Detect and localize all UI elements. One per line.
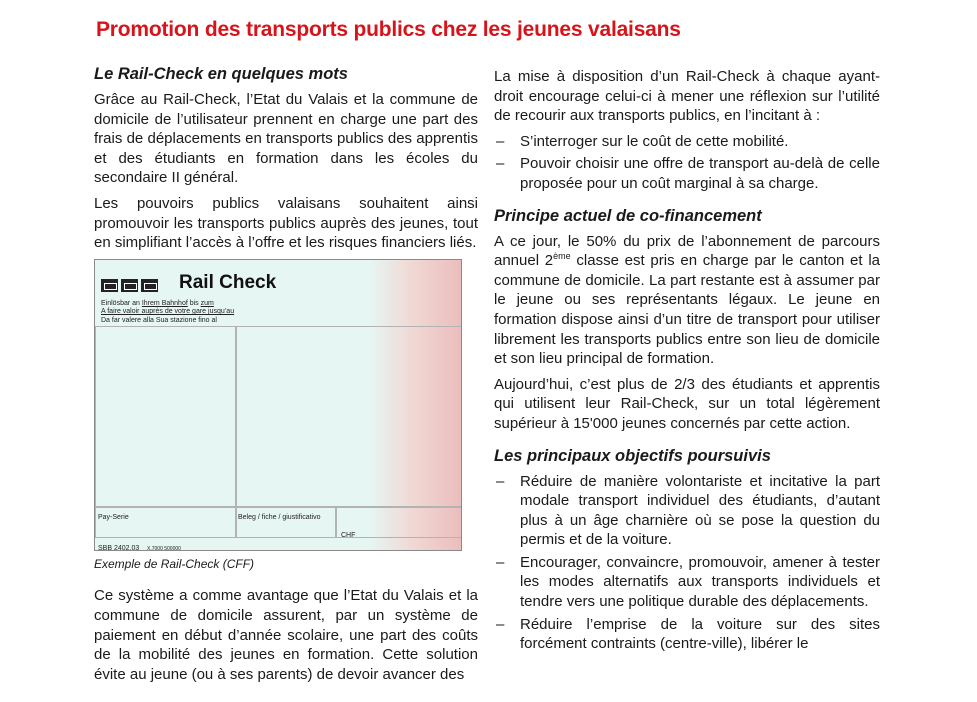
list-item: – Pouvoir choisir une offre de transport au-delà de celle proposée pour un coût marginal à sa charge. (494, 154, 880, 193)
paragraph (494, 232, 880, 369)
ticket-text: auprès de votre gare jusqu’au (141, 308, 235, 316)
ticket-field-left (95, 326, 237, 508)
paragraph: Aujourd’hui, c’est plus de 2/3 des étudiants et apprentis qui utilisent leur Rail-Check, sur un total légèrement supérieur à 15'000 jeunes concernés par cette action. (494, 375, 880, 432)
list-item: – Encourager, convaincre, promouvoir, amener à tester les modes alternatifs aux transports individuels et tendre vers une politique durable des déplacements. (494, 553, 880, 612)
left-column (94, 64, 478, 690)
paragraph-text: classe est pris en charge par le canton et la commune de domicile. La part restante est à assumer par le jeune ou ses représentants légaux. Le jeune en formation dispose ainsi d’un titre de transport pour utiliser librement les transports publics entre son lieu de domicile et son lieu principal de formation. (494, 252, 880, 368)
paragraph: Les pouvoirs publics valaisans souhaitent ainsi promouvoir les transports publics auprès des jeunes, tout en simplifiant l’accès à l’offre et les risques financiers liés. (94, 194, 478, 252)
section-heading-co-financement: Principe actuel de co-financement (494, 206, 762, 225)
train-icon (101, 279, 118, 292)
section-heading-rail-check: Le Rail-Check en quelques mots (94, 65, 348, 83)
list-item: – Réduire de manière volontariste et incitative la part modale transport individuel des étudiants, d’autant plus à un âge charnière où se pose la question du permis et de la voiture. (494, 472, 880, 550)
ticket-text: A faire valoir (101, 308, 142, 316)
paragraph: Grâce au Rail-Check, l’Etat du Valais et la commune de domicile de l’utilisateur prennent en charge une part des frais de déplacements en transports publics des apprentis et des étudiants en formation dans les écoles du secondaire II général. (94, 91, 478, 187)
ticket-instructions (101, 300, 234, 326)
ticket-text: Einlösbar an (101, 299, 142, 307)
list-item: – S’interroger sur le coût de cette mobilité. (494, 132, 880, 152)
ticket-name: Rail Check (179, 271, 277, 293)
ticket-text: bis (187, 299, 201, 307)
ticket-label-beleg: Beleg / fiche / giustificativo (238, 513, 321, 521)
ticket-code-small: X.7000 500000 (147, 545, 181, 551)
objectives-list (494, 472, 880, 654)
ticket-label-pay-serie: Pay-Serie (98, 513, 129, 521)
ship-icon (141, 279, 158, 292)
page-title: Promotion des transports publics chez les jeunes valaisans (96, 18, 681, 41)
section-heading-objectifs: Les principaux objectifs poursuivis (494, 446, 771, 465)
paragraph-text: A ce jour, le 50% du prix de l’abonnement de parcours annuel 2 (494, 232, 880, 270)
image-caption: Exemple de Rail-Check (CFF) (94, 556, 255, 571)
ticket-logos (101, 278, 161, 298)
paragraph: La mise à disposition d’un Rail-Check à chaque ayant-droit encourage celui-ci à mener une réflexion sur l’utilité de recourir aux transports publics, en l’incitant à : (494, 68, 880, 125)
rail-check-image (94, 259, 462, 551)
list-item: – Réduire l’emprise de la voiture sur des sites forcément contraints (centre-ville), libérer le (494, 615, 880, 654)
bus-icon (121, 279, 138, 292)
ticket-code: SBB 2402.03 (98, 544, 140, 551)
superscript: ème (553, 251, 571, 262)
incentive-list (494, 132, 880, 194)
ticket-text: zum (200, 299, 214, 307)
ticket-label-chf: CHF (341, 531, 356, 539)
ticket-text: Ihrem Bahnhof (141, 299, 188, 307)
ticket-field-right (235, 326, 462, 508)
paragraph: Ce système a comme avantage que l’Etat du Valais et la commune de domicile assurent, par un système de paiement en début d’année scolaire, une part des coûts de la mobilité des jeunes en formation. Cette solution évite au jeune (ou à ses parents) de devoir avancer des (94, 587, 478, 683)
ticket-text: Da far valere alla Sua stazione fino al (101, 316, 217, 324)
right-column (494, 67, 880, 662)
